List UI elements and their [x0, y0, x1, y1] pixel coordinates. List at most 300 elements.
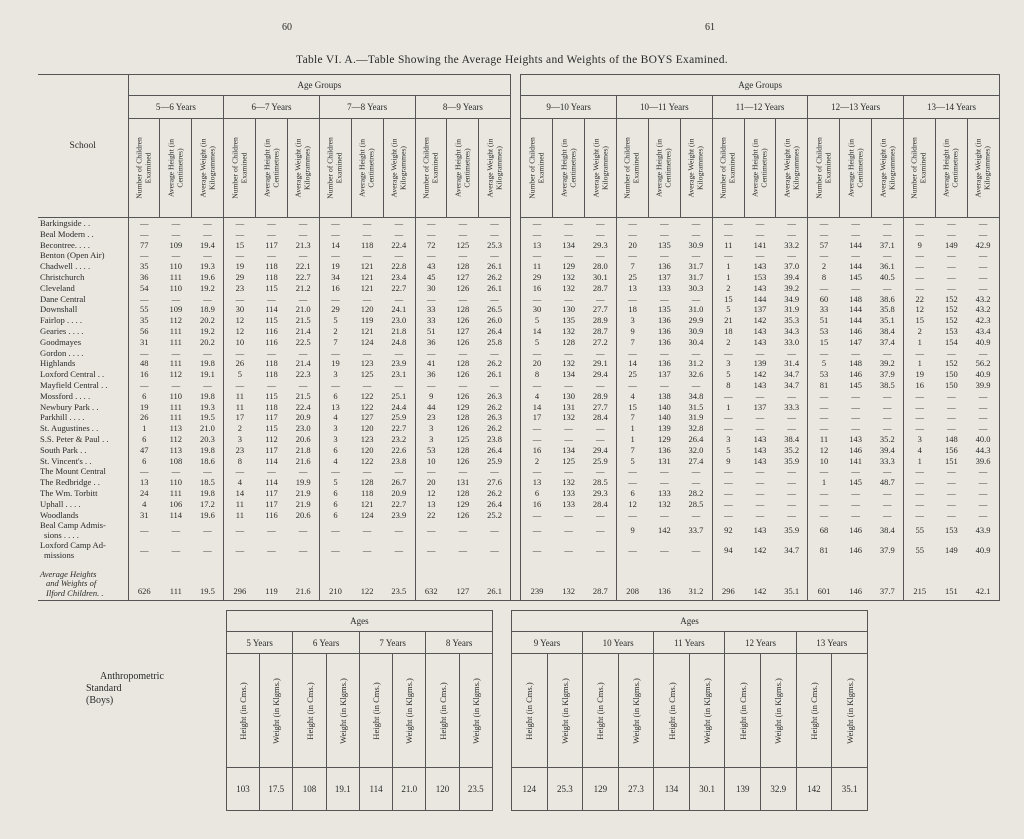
table-cell: 25.9: [592, 455, 608, 466]
standard-column-header-label: Weight (in Klgms.): [702, 677, 713, 744]
column-header-label: Average Weight (in Kilogrammes): [973, 138, 992, 198]
table-cell: 20.6: [295, 509, 311, 520]
table-cell: —: [755, 509, 765, 520]
table-cell: 128: [456, 487, 470, 498]
table-cell: 121: [360, 261, 374, 272]
table-cell: 12: [904, 304, 936, 315]
standard-column-header: [260, 654, 293, 768]
table-cell: —: [967, 402, 999, 413]
table-row: [38, 240, 999, 251]
table-cell: 25.9: [391, 412, 407, 423]
table-cell: —: [808, 423, 840, 434]
table-cell: 39.9: [967, 380, 999, 391]
age-group-header: 11—12 Years: [712, 96, 808, 119]
table-cell: 31.4: [784, 358, 800, 369]
standard-cell: 19.1: [326, 768, 359, 811]
table-row: [38, 272, 999, 283]
table-cell: 39.4: [784, 271, 800, 282]
table-cell: 23: [415, 412, 447, 423]
column-header: [383, 119, 415, 218]
table-cell: 32.0: [688, 444, 704, 455]
table-cell: 13: [616, 283, 648, 294]
gap-cell: [511, 466, 521, 477]
table-cell: —: [458, 379, 468, 390]
age-header: 10 Years: [583, 632, 654, 654]
column-header: [160, 119, 192, 218]
table-cell: —: [947, 228, 956, 239]
table-cell: 5: [712, 369, 744, 380]
table-cell: —: [394, 293, 404, 304]
table-row: [38, 358, 999, 369]
table-cell: 39.4: [879, 444, 895, 455]
gap-cell: [511, 510, 521, 521]
table-cell: 148: [944, 433, 958, 444]
table-cell: 7: [319, 337, 351, 348]
table-cell: 53: [808, 369, 840, 380]
gap-cell: [511, 218, 521, 229]
table-cell: 2: [224, 423, 256, 434]
table-cell: —: [224, 250, 256, 261]
table-cell: —: [490, 524, 499, 535]
table-cell: 121: [360, 282, 374, 293]
table-cell: —: [203, 250, 212, 261]
table-cell: 31.7: [688, 271, 704, 282]
table-cell: 142: [753, 369, 767, 380]
standard-cell: 21.0: [393, 768, 426, 811]
age-header: 6 Years: [293, 632, 360, 654]
table-row: [38, 434, 999, 445]
table-cell: 26.0: [487, 315, 502, 326]
table-cell: 20: [521, 358, 553, 369]
table-cell: —: [967, 477, 999, 488]
table-row: [38, 380, 999, 391]
table-cell: —: [904, 229, 936, 240]
table-cell: —: [712, 499, 744, 510]
average-cell: 122: [351, 560, 383, 601]
table-cell: —: [596, 509, 605, 520]
table-cell: 6: [128, 456, 160, 467]
table-cell: —: [224, 466, 256, 477]
average-label-text: [40, 570, 128, 599]
standard-cell: 27.3: [618, 768, 654, 811]
table-cell: —: [947, 401, 956, 412]
table-cell: 23.9: [391, 509, 407, 520]
table-cell: 14: [224, 488, 256, 499]
table-cell: 29: [319, 304, 351, 315]
table-cell: —: [967, 229, 999, 240]
table-cell: 39.2: [879, 358, 895, 369]
table-cell: 127: [456, 271, 470, 282]
table-cell: 1: [128, 423, 160, 434]
table-cell: 111: [169, 487, 182, 498]
table-cell: 128: [456, 412, 470, 423]
table-cell: 26.2: [487, 423, 502, 434]
table-cell: —: [808, 250, 840, 261]
table-cell: —: [224, 348, 256, 359]
average-cell: 21.6: [287, 560, 319, 601]
table-cell: 2: [521, 456, 553, 467]
table-cell: 150: [944, 379, 958, 390]
table-cell: —: [808, 466, 840, 477]
table-cell: 34: [319, 272, 351, 283]
table-cell: 3: [224, 434, 256, 445]
table-cell: 21.6: [295, 455, 311, 466]
column-header: [840, 119, 872, 218]
table-cell: —: [564, 250, 573, 261]
table-cell: —: [394, 544, 404, 555]
standard-column-header: [583, 654, 619, 768]
table-cell: 22: [904, 294, 936, 305]
table-cell: 111: [169, 401, 182, 412]
table-cell: 2: [904, 326, 936, 337]
average-label-line: Average Heights: [40, 568, 97, 579]
table-cell: —: [755, 477, 765, 488]
table-cell: 43.2: [967, 304, 999, 315]
standard-cell: 17.5: [260, 768, 293, 811]
table-cell: 25: [616, 369, 648, 380]
table-cell: —: [521, 423, 553, 434]
table-cell: —: [787, 390, 796, 401]
table-cell: —: [808, 391, 840, 402]
table-title: Table VI. A.—Table Showing the Average Heights and Weights of the BOYS Examined.: [296, 54, 728, 66]
table-cell: 6: [319, 510, 351, 521]
age-group-header: 8—9 Years: [415, 96, 511, 119]
table-cell: —: [521, 250, 553, 261]
gap-cell: [511, 294, 521, 305]
school-name: Barkingside . .: [40, 218, 91, 228]
table-cell: 118: [265, 261, 278, 272]
table-cell: —: [947, 271, 956, 282]
school-name: Christchurch: [40, 271, 85, 282]
table-cell: 3: [319, 369, 351, 380]
table-cell: 48.7: [879, 477, 895, 488]
table-cell: —: [904, 402, 936, 413]
table-row: [38, 456, 999, 467]
table-cell: —: [616, 510, 648, 521]
table-cell: 112: [265, 433, 278, 444]
table-cell: 21.0: [200, 423, 215, 434]
column-header-label: Number of Children Examined: [325, 137, 344, 199]
standard-cell: 134: [654, 768, 690, 811]
table-cell: 16: [128, 369, 160, 380]
table-cell: 24.8: [391, 336, 407, 347]
table-cell: —: [660, 477, 669, 488]
table-cell: —: [660, 509, 669, 520]
column-header: [287, 119, 319, 218]
table-cell: —: [267, 218, 276, 228]
table-cell: —: [787, 466, 796, 477]
table-cell: 125: [360, 369, 374, 380]
age-group-header: 9—10 Years: [521, 96, 617, 119]
standard-column-header-label: Height (in Cms.): [371, 681, 382, 740]
table-cell: —: [564, 466, 573, 477]
column-header-label: Average Height (in Centimetres): [262, 138, 280, 198]
table-cell: —: [362, 347, 372, 358]
table-cell: 145: [849, 271, 863, 282]
table-cell: 109: [169, 239, 183, 250]
table-cell: 34.7: [784, 544, 800, 555]
table-cell: 5: [616, 456, 648, 467]
table-cell: 36: [128, 272, 160, 283]
table-cell: 146: [849, 369, 863, 380]
school-name: S.S. Peter & Paul . .: [40, 433, 109, 444]
table-cell: 20.3: [200, 433, 215, 444]
standard-row-label-line: Anthropometric: [100, 671, 164, 682]
table-cell: —: [596, 466, 605, 477]
column-header: [872, 119, 904, 218]
column-header-label: Average Weight (in Kilogrammes): [198, 138, 216, 198]
table-cell: 143: [753, 379, 767, 390]
table-cell: —: [967, 466, 999, 477]
table-cell: 4: [128, 499, 160, 510]
standard-column-header-label: Height (in Cms.): [737, 681, 748, 740]
table-cell: 110: [169, 261, 183, 272]
table-cell: 110: [169, 477, 183, 488]
table-cell: 114: [265, 477, 278, 488]
table-cell: 34.3: [784, 325, 800, 336]
table-cell: —: [808, 283, 840, 294]
table-cell: —: [883, 487, 892, 498]
table-cell: 38.4: [784, 433, 800, 444]
table-cell: —: [128, 218, 160, 229]
school-name-line2: missions: [44, 550, 75, 561]
table-cell: 34.7: [784, 379, 800, 390]
table-cell: —: [596, 228, 605, 239]
table-cell: 26.1: [487, 282, 502, 293]
table-cell: 33.3: [879, 455, 895, 466]
average-cell: 296: [712, 560, 744, 601]
table-cell: 10: [415, 456, 447, 467]
table-cell: 20: [415, 477, 447, 488]
table-cell: —: [298, 524, 308, 535]
table-cell: 136: [657, 358, 671, 369]
table-cell: 14: [521, 402, 553, 413]
table-cell: 129: [562, 261, 576, 272]
table-cell: 30: [224, 304, 256, 315]
table-cell: 5: [808, 358, 840, 369]
table-row: [38, 250, 999, 261]
table-cell: 3: [319, 434, 351, 445]
table-cell: —: [415, 380, 447, 391]
table-cell: 29.1: [592, 358, 608, 369]
table-cell: —: [171, 524, 181, 535]
table-cell: —: [787, 509, 796, 520]
table-cell: 111: [169, 412, 182, 423]
table-cell: 8: [712, 380, 744, 391]
table-cell: 11: [224, 510, 256, 521]
table-cell: 28.9: [592, 390, 608, 401]
table-cell: 152: [944, 315, 958, 326]
header-gap: [492, 611, 511, 768]
table-cell: 144: [753, 293, 767, 304]
table-cell: 28.4: [592, 498, 608, 509]
table-cell: 11: [808, 434, 840, 445]
table-cell: 18: [616, 304, 648, 315]
table-cell: 131: [456, 477, 470, 488]
column-header-label: Average Weight (in Kilogrammes): [686, 138, 705, 198]
table-cell: 3: [415, 423, 447, 434]
column-header-label: Average Weight (in Kilogrammes): [293, 138, 312, 198]
table-cell: —: [521, 218, 553, 229]
school-name: St. Augustines . .: [40, 423, 99, 434]
age-groups-header-right: Age Groups: [521, 75, 1000, 96]
school-name: Mossford . . . .: [40, 390, 91, 401]
table-cell: 26.2: [487, 358, 502, 369]
table-cell: —: [203, 466, 212, 477]
table-cell: 22.6: [391, 444, 407, 455]
table-cell: 11: [224, 402, 256, 413]
table-cell: 142: [753, 315, 767, 326]
table-cell: 19.8: [200, 390, 215, 401]
table-cell: —: [490, 379, 499, 390]
table-cell: 6: [521, 488, 553, 499]
table-cell: 31.2: [688, 358, 704, 369]
column-header: [585, 119, 617, 218]
table-cell: —: [904, 488, 936, 499]
table-cell: —: [851, 228, 860, 239]
standard-column-header-label: Height (in Cms.): [808, 681, 819, 740]
school-name: Woodlands: [40, 509, 79, 520]
table-cell: 126: [456, 336, 470, 347]
table-cell: 134: [562, 444, 576, 455]
table-cell: 143: [753, 455, 767, 466]
table-cell: 23.1: [391, 369, 407, 380]
table-cell: 53: [415, 445, 447, 456]
table-cell: 126: [456, 509, 470, 520]
table-cell: 8: [224, 456, 256, 467]
table-cell: 126: [456, 423, 470, 434]
table-cell: 125: [456, 239, 470, 250]
table-cell: 22.5: [295, 336, 311, 347]
table-cell: —: [564, 524, 573, 535]
table-cell: —: [521, 466, 553, 477]
anthropometric-standard-table: [38, 610, 868, 811]
table-cell: 4: [319, 456, 351, 467]
table-cell: 26.4: [487, 325, 502, 336]
column-header-label: Number of Children Examined: [134, 137, 152, 199]
table-cell: 54: [128, 283, 160, 294]
table-cell: 128: [456, 358, 470, 369]
table-cell: 152: [944, 293, 958, 304]
table-cell: 138: [657, 390, 671, 401]
table-cell: —: [755, 498, 765, 509]
column-header: [447, 119, 479, 218]
table-cell: 7: [616, 412, 648, 423]
table-cell: 30.9: [688, 239, 704, 250]
table-cell: 40.9: [967, 369, 999, 380]
table-cell: —: [947, 250, 956, 261]
column-header-label: Number of Children Examined: [230, 137, 248, 199]
table-cell: 117: [265, 498, 278, 509]
table-cell: 122: [360, 401, 374, 412]
table-cell: 153: [753, 271, 767, 282]
table-cell: 16: [904, 380, 936, 391]
standard-column-header: [618, 654, 654, 768]
table-cell: —: [616, 229, 648, 240]
table-cell: —: [967, 218, 999, 229]
column-header: [479, 119, 511, 218]
table-cell: —: [415, 540, 447, 560]
table-cell: 44: [415, 402, 447, 413]
table-cell: 26: [224, 358, 256, 369]
table-cell: 31: [128, 510, 160, 521]
table-cell: —: [224, 540, 256, 560]
table-cell: 109: [169, 304, 183, 315]
table-cell: 108: [169, 455, 183, 466]
table-cell: —: [596, 218, 605, 228]
table-row: [38, 294, 999, 305]
table-cell: 35.2: [879, 433, 895, 444]
column-header: [680, 119, 712, 218]
table-cell: —: [904, 510, 936, 521]
table-cell: 22.7: [391, 498, 407, 509]
standard-column-header-label: Height (in Cms.): [666, 681, 677, 740]
table-cell: 115: [265, 390, 278, 401]
table-cell: 9: [904, 240, 936, 251]
standard-column-header: [459, 654, 492, 768]
table-cell: —: [362, 544, 372, 555]
table-cell: 126: [456, 390, 470, 401]
table-cell: 121: [360, 498, 374, 509]
table-cell: 13: [415, 499, 447, 510]
table-cell: 124: [360, 509, 374, 520]
table-cell: —: [883, 347, 892, 358]
table-cell: 37.9: [879, 369, 895, 380]
gap-cell: [511, 380, 521, 391]
table-cell: 25.9: [487, 455, 502, 466]
column-header: [192, 119, 224, 218]
table-cell: —: [203, 293, 212, 304]
table-row: [38, 488, 999, 499]
table-cell: 127: [456, 325, 470, 336]
gap-cell: [511, 283, 521, 294]
table-cell: 150: [944, 369, 958, 380]
table-cell: 1: [808, 477, 840, 488]
standard-cell: 32.9: [761, 768, 797, 811]
table-cell: —: [851, 250, 860, 261]
table-cell: 1: [712, 272, 744, 283]
table-cell: 20.6: [295, 433, 311, 444]
table-cell: 130: [562, 390, 576, 401]
gap-cell: [511, 240, 521, 251]
table-cell: —: [298, 544, 308, 555]
table-cell: 148: [849, 293, 863, 304]
age-groups-header-left: Age Groups: [128, 75, 511, 96]
table-cell: —: [660, 228, 669, 239]
table-cell: 30: [415, 283, 447, 294]
table-cell: —: [224, 218, 256, 229]
average-cell: 151: [935, 560, 967, 601]
table-cell: 125: [456, 433, 470, 444]
average-cell: 210: [319, 560, 351, 601]
column-header: [648, 119, 680, 218]
table-cell: —: [851, 509, 860, 520]
table-cell: —: [394, 379, 404, 390]
gap-cell: [511, 250, 521, 261]
table-cell: —: [171, 347, 181, 358]
table-cell: 14: [319, 240, 351, 251]
table-cell: 43: [415, 261, 447, 272]
school-name: The Redbridge . .: [40, 477, 100, 488]
standard-cell: 103: [226, 768, 259, 811]
gap-cell: [511, 326, 521, 337]
age-group-header: 7—8 Years: [319, 96, 415, 119]
table-cell: —: [564, 379, 573, 390]
school-name-line1: Beal Camp Admis-: [40, 520, 106, 531]
table-cell: 33.3: [784, 401, 800, 412]
standard-row-label-line: Standard: [86, 683, 122, 694]
table-cell: —: [712, 348, 744, 359]
